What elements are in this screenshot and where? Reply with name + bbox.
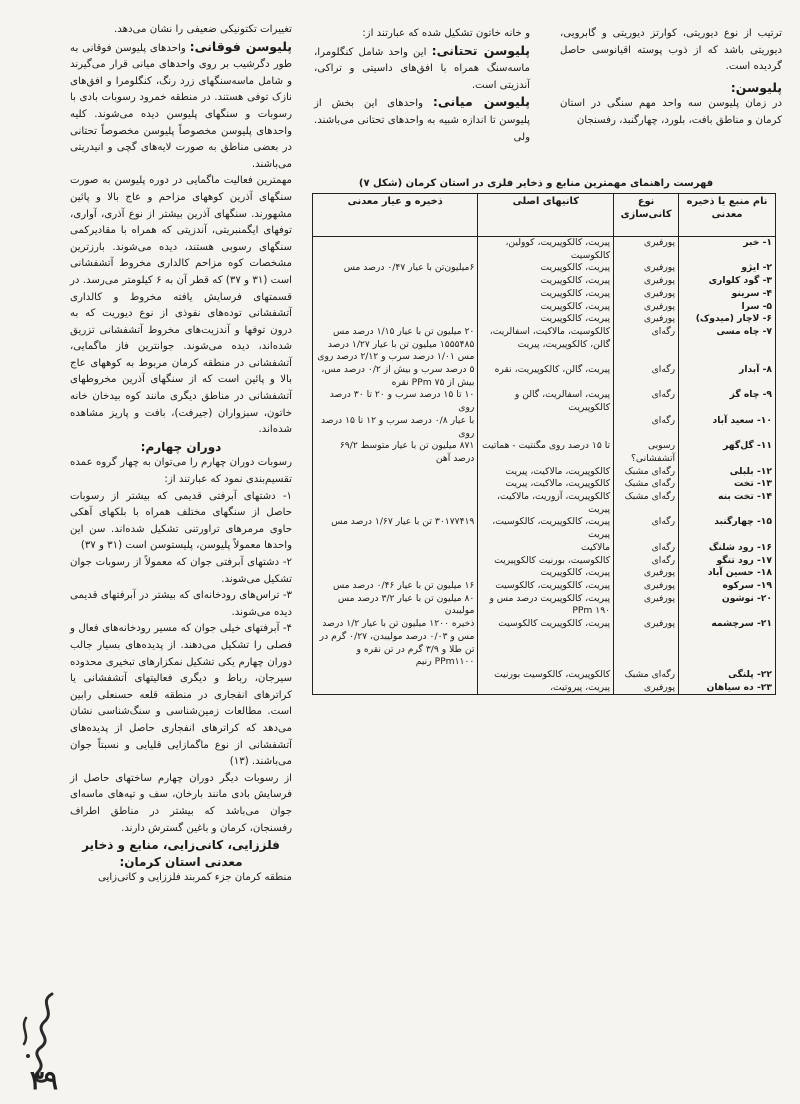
- row-type-cell: پورفیری: [614, 567, 679, 580]
- row-name-cell: ۱۸- حسین آباد: [679, 567, 776, 580]
- table-row: [313, 466, 776, 479]
- row-reserve-cell: [313, 237, 478, 263]
- row-name-cell: ۱۰- سعید آباد: [679, 415, 776, 440]
- row-minerals-cell: پیریت، پیروتیت،: [478, 682, 614, 695]
- table-row: [313, 555, 776, 568]
- row-reserve-cell: [313, 669, 478, 682]
- row-reserve-cell: با عیار ۰/۸ درصد سرب و ۱۲ تا ۱۵ درصد روی: [313, 415, 478, 440]
- row-type-cell: پورفیری: [614, 682, 679, 695]
- row-reserve-cell: [313, 567, 478, 580]
- row-minerals-cell: پیریت، کالکوپیریت درصد مس و PPm ۱۹۰: [478, 593, 614, 618]
- row-reserve-cell: ۳۰۱۷۷۴۱۹ تن با عیار ۱/۶۷ درصد مس: [313, 516, 478, 541]
- mining-last-line: منطقه کرمان جزء کمربند فلززایی و کانی‌زایی: [98, 872, 292, 884]
- row-minerals-cell: پیریت، کالکوپیریت کالکوسیت: [478, 618, 614, 669]
- table-row: [313, 237, 776, 263]
- row-minerals-cell: کالکوسیت، مالاکیت، اسفالریت، گالن، کالکوپیریت، پیریت: [478, 326, 614, 364]
- table-row: [313, 389, 776, 414]
- quaternary-item-5: از رسوبات دیگر دوران چهارم ساختهای حاصل از فرسایش بادی مانند بارخان، سف و تپه‌های ماسه‌ای جوان می‌باشد که بیشتر در مناطق اطراف رفسنجان، کرمان و باغین گسترش دارند.: [70, 772, 292, 834]
- minerals-table: [312, 193, 776, 695]
- row-type-cell: رگه‌ای: [614, 542, 679, 555]
- row-minerals-cell: پیریت، کالکوپیریت، کالکوسیت، پیریت: [478, 516, 614, 541]
- table-row: [313, 567, 776, 580]
- lower-pliocene-paragraph: [314, 43, 530, 95]
- row-minerals-cell: پیریت، کالکوپیریت: [478, 567, 614, 580]
- table-row: [313, 301, 776, 314]
- row-minerals-cell: مالاکیت: [478, 542, 614, 555]
- table-row: [313, 618, 776, 669]
- row-reserve-cell: [313, 275, 478, 288]
- row-type-cell: پورفیری: [614, 618, 679, 669]
- row-name-cell: ۹- چاه گز: [679, 389, 776, 414]
- upper-pliocene-heading: پلیوسن فوقانی:: [189, 38, 292, 54]
- row-name-cell: ۲۱- سرچشمه: [679, 618, 776, 669]
- table-body: [313, 237, 776, 695]
- row-reserve-cell: [313, 682, 478, 695]
- row-name-cell: ۱۵- چهارگنبد: [679, 516, 776, 541]
- row-minerals-cell: پیریت، کالکوپیریت، کالکوسیت: [478, 580, 614, 593]
- table-row: [313, 415, 776, 440]
- row-reserve-cell: ۵ درصد سرب و بیش از ۰/۲ درصد مس، بیش از PPm ۷۵ نقره: [313, 364, 478, 389]
- row-type-cell: رگه‌ای مشبک: [614, 491, 679, 516]
- row-minerals-cell: پیریت، کالکوپیریت، کوولین، کالکوسیت: [478, 237, 614, 263]
- volcanic-paragraph: مهمترین فعالیت ماگمایی در دوره پلیوسن به صورت سنگهای آذرین کوههای مزاحم و عاج بالا و پائین مشهورند. سنگهای آذرین بیشتر از نوع آذری، آواری، توفهای ایگمنبریتی، آندزیتی که همراه با مقادیرکمی سنگهای رسوبی هستند، دیده می‌شوند. بارزترین مشخصات کوه مزاحم کالداری مخروط آتشفشانی است (۳۱ و ۳۷) که قطر آن به ۶ کیلومتر می‌رسد. در قسمتهای فرسایش یافته مخروط و کالداری آتشفشانی توده‌های نفوذی از نوع دیوریت که به درون توفها و آندزیت‌های مخروط آتشفشانی تزریق شده‌اند، دیده می‌شوند. جوانترین فاز ماگمایی، آتشفشانی در منطقه کرمان مربوط به کوههای عاج بالا و پائین است که از سنگهای آذرین مخروطهای آتشفشانی در مناطق دیگری مانند کوه بیدخان خانه خاتون، سبزواران (جیرفت)، بافت و پاریز مشاهده شده‌اند.: [70, 175, 292, 436]
- row-type-cell: رگه‌ای: [614, 326, 679, 364]
- row-minerals-cell: کالکوپیریت، مالاکیت، پیریت: [478, 466, 614, 479]
- row-reserve-cell: [313, 555, 478, 568]
- row-reserve-cell: [313, 301, 478, 314]
- row-minerals-cell: پیریت، گالن، کالکوپیریت، نقره: [478, 364, 614, 389]
- continued-paragraph: و خانه خاتون تشکیل شده که عبارتند از:: [362, 28, 530, 39]
- row-reserve-cell: [313, 478, 478, 491]
- row-name-cell: ۴- سرینو: [679, 288, 776, 301]
- table-row: [313, 669, 776, 682]
- quaternary-heading: دوران چهارم:: [140, 439, 222, 454]
- lower-pliocene-heading: پلیوسن تحتانی:: [431, 42, 531, 58]
- row-name-cell: ۲۳- ده سیاهان: [679, 682, 776, 695]
- row-type-cell: پورفیری: [614, 301, 679, 314]
- table-row: [313, 364, 776, 389]
- row-name-cell: ۱۹- سرکوه: [679, 580, 776, 593]
- header-name: نام منبع یا ذخیره معدنی: [679, 194, 776, 237]
- table-row: [313, 593, 776, 618]
- row-name-cell: ۳- گود کلواری: [679, 275, 776, 288]
- header-type: نوع کانی‌سازی: [614, 194, 679, 237]
- quaternary-item-4: ۴- آبرفتهای خیلی جوان که مسیر رودخانه‌های فعال و فصلی را تشکیل می‌دهند. از پدیده‌های بسیار جالب دوران چهارم یکی تشکیل نمکزارهای تبخیری محدوده سیرجان، رباط و دیگری فعالیتهای آتشفشانی یا کراترهای انفجاری در منطقه قلعه حسنعلی رابین است. مطالعات زمین‌شناسی و سنگ‌شناسی نشان می‌دهد که کراترهای انفجاری حاصل از پدیده‌های آتشفشانی از نوع ماگمازایی قلیایی و نسبتاً جوان می‌باشند. (۱۳): [70, 623, 292, 768]
- table-title: فهرست راهنمای مهمترین منابع و ذخایر فلزی در استان کرمان (شکل ۷): [358, 178, 714, 189]
- row-type-cell: پورفیری: [614, 580, 679, 593]
- row-reserve-cell: [313, 313, 478, 326]
- mining-heading-line-1: فلززایی، کانی‌زایی، منابع و ذخایر: [82, 838, 280, 853]
- row-type-cell: رگه‌ای: [614, 415, 679, 440]
- row-type-cell: رگه‌ای مشبک: [614, 466, 679, 479]
- row-name-cell: ۶- لاچار (میدوک): [679, 313, 776, 326]
- table-row: [313, 516, 776, 541]
- row-type-cell: پورفیری: [614, 237, 679, 263]
- row-name-cell: ۸- آبدار: [679, 364, 776, 389]
- row-type-cell: رسوبی آتشفشانی؟: [614, 440, 679, 465]
- middle-column: [314, 26, 530, 146]
- row-reserve-cell: [313, 288, 478, 301]
- row-name-cell: ۲- ایژو: [679, 262, 776, 275]
- header-minerals: کانیهای اصلی: [478, 194, 614, 237]
- right-column: [560, 26, 782, 130]
- row-reserve-cell: ۱۰ تا ۱۵ درصد سرب و ۲۰ تا ۳۰ درصد روی: [313, 389, 478, 414]
- row-minerals-cell: پیریت، کالکوپیریت: [478, 262, 614, 275]
- row-minerals-cell: پیریت، کالکوپیریت: [478, 301, 614, 314]
- table-row: [313, 326, 776, 364]
- row-name-cell: ۱۴- تخت بنه: [679, 491, 776, 516]
- row-name-cell: ۱۲- بلبلی: [679, 466, 776, 479]
- row-minerals-cell: پیریت، اسفالریت، گالن و کالکوپیریت: [478, 389, 614, 414]
- row-name-cell: ۱۷- رود تنگو: [679, 555, 776, 568]
- quaternary-item-1: ۱- دشتهای آبرفتی قدیمی که بیشتر از رسوبات حاصل از سنگهای مختلف همراه با بلکهای آهکی حاوی مرمرهای تراورتنی تشکیل شده‌اند. سن این واحدها معمولاً پلیوسن، پلیستوسن است (۳۱ و ۳۷): [70, 490, 292, 552]
- row-reserve-cell: ذخیره ۱۲۰۰ میلیون تن با عیار ۱/۲ درصد مس و ۰/۰۳ درصد مولیبدن، ۰/۲۷ گرم در تن طلا و ۳/۹ گرم در تن نقره و PPm۱۱۰۰ رنیم: [313, 618, 478, 669]
- intro-paragraph: ترتیب از نوع دیوریتی، کوارتز دیوریتی و گابرویی، دیوریتی باشد که از ذوب پوسته اقیانوسی حاصل گردیده است.: [560, 28, 782, 73]
- quaternary-item-3: ۳- تراس‌های رودخانه‌ای که بیشتر در آبرفتهای قدیمی دیده می‌شوند.: [70, 590, 292, 618]
- row-reserve-cell: [313, 542, 478, 555]
- row-type-cell: پورفیری: [614, 275, 679, 288]
- row-type-cell: رگه‌ای: [614, 516, 679, 541]
- middle-pliocene-paragraph: [314, 94, 530, 146]
- left-column: [70, 22, 292, 887]
- upper-pliocene-text: واحدهای پلیوسن فوقانی به طور دگرشیب بر روی واحدهای میانی قرار می‌گیرند و شامل ماسه‌سنگهای زرد رنگ، کنگلومرا و افق‌های نازک توفی هستند. در منطقه خمرود رسوبات بادی با رسوبات و سنگهای پلیوسن دیده می‌شوند. کلیه واحدهای پلیوسن مخصوصاً پلیوسن مخصوصاً تحتانی در بعضی مناطق به صورت لایه‌های گچی و انیدریتی می‌باشند.: [70, 42, 292, 170]
- page-number: ۳۹: [30, 1066, 58, 1096]
- row-minerals-cell: پیریت، کالکوپیریت: [478, 288, 614, 301]
- row-type-cell: رگه‌ای مشبک: [614, 478, 679, 491]
- row-name-cell: ۱۶- رود شلنگ: [679, 542, 776, 555]
- row-minerals-cell: کالکوسیت، بورنیت کالکوپیریت: [478, 555, 614, 568]
- row-reserve-cell: [313, 466, 478, 479]
- middle-pliocene-heading: پلیوسن میانی:: [432, 94, 530, 110]
- table-row: [313, 478, 776, 491]
- table-row: [313, 580, 776, 593]
- table-row: [313, 491, 776, 516]
- row-type-cell: پورفیری: [614, 313, 679, 326]
- quaternary-intro: رسوبات دوران چهارم را می‌توان به چهار گروه عمده تقسیم‌بندی نمود که عبارتند از:: [70, 457, 292, 486]
- row-type-cell: پورفیری: [614, 262, 679, 275]
- quaternary-item-2: ۲- دشتهای آبرفتی جوان که معمولاً از رسوبات جوان تشکیل می‌شوند.: [70, 557, 292, 585]
- table-row: [313, 262, 776, 275]
- row-reserve-cell: ۸۰ میلیون تن با عیار ۳/۲ درصد مس مولیبدن: [313, 593, 478, 618]
- row-name-cell: ۲۲- پلنگی: [679, 669, 776, 682]
- row-type-cell: رگه‌ای مشبک: [614, 669, 679, 682]
- middle-pliocene-text: واحدهای این بخش از پلیوسن تا اندازه شبیه به واحدهای تحتانی می‌باشند. ولی: [314, 98, 530, 143]
- row-minerals-cell: پیریت، کالکوپیریت: [478, 313, 614, 326]
- row-reserve-cell: ۸۷۱ میلیون تن با عیار متوسط ۶۹/۲ درصد آهن: [313, 440, 478, 465]
- table-row: [313, 288, 776, 301]
- row-name-cell: ۷- چاه مسی: [679, 326, 776, 364]
- row-type-cell: رگه‌ای: [614, 364, 679, 389]
- table-row: [313, 313, 776, 326]
- tectonic-paragraph: تغییرات تکتونیکی ضعیفی را نشان می‌دهد.: [114, 24, 292, 35]
- row-type-cell: رگه‌ای: [614, 555, 679, 568]
- table-row: [313, 542, 776, 555]
- row-reserve-cell: ۱۶ میلیون تن با عیار ۰/۴۶ درصد مس: [313, 580, 478, 593]
- table-row: [313, 440, 776, 465]
- row-minerals-cell: پیریت، کالکوپیریت: [478, 275, 614, 288]
- mining-heading-line-2: معدنی استان کرمان:: [119, 854, 243, 869]
- row-minerals-cell: کالکوپیریت، آزوریت، مالاکیت، پیریت: [478, 491, 614, 516]
- row-minerals-cell: کالکوپیریت، مالاکیت، پیریت: [478, 478, 614, 491]
- table-row: [313, 682, 776, 695]
- row-minerals-cell: کالکوپیریت، کالکوسیت بورنیت: [478, 669, 614, 682]
- row-name-cell: ۱۳- تخت: [679, 478, 776, 491]
- row-name-cell: ۲۰- نوشون: [679, 593, 776, 618]
- row-reserve-cell: ۶میلیون‌تن با عیار ۰/۴۷ درصد مس: [313, 262, 478, 275]
- row-minerals-cell: [478, 415, 614, 440]
- row-name-cell: ۱- خبر: [679, 237, 776, 263]
- row-reserve-cell: [313, 491, 478, 516]
- header-reserve: ذخیره و عیار معدنی: [313, 194, 478, 237]
- upper-pliocene-paragraph: [70, 39, 292, 174]
- pliocene-paragraph: در زمان پلیوسن سه واحد مهم سنگی در استان کرمان و مناطق بافت، بلورد، چهارگنبد، رفسنجان: [560, 98, 782, 126]
- row-type-cell: پورفیری: [614, 288, 679, 301]
- row-reserve-cell: ۲۰ میلیون تن با عیار ۱/۱۵ درصد مس ۱۵۵۵۴۸۵ میلیون تن با عیار ۱/۲۷ درصد مس ۱/۰۱ درصد سرب و ۲/۱۲ درصد روی: [313, 326, 478, 364]
- row-name-cell: ۵- سرا: [679, 301, 776, 314]
- row-name-cell: ۱۱- گل‌گهر: [679, 440, 776, 465]
- table-row: [313, 275, 776, 288]
- row-type-cell: پورفیری: [614, 593, 679, 618]
- table-header-row: [313, 194, 776, 237]
- row-minerals-cell: تا ۱۵ درصد روی مگنتیت - هماتیت: [478, 440, 614, 465]
- row-type-cell: رگه‌ای: [614, 389, 679, 414]
- pliocene-heading: پلیوسن:: [730, 79, 782, 95]
- lower-pliocene-text: این واحد شامل کنگلومرا، ماسه‌سنگ همراه با افق‌های داسیتی و تراکی، آندزیتی است.: [314, 46, 530, 91]
